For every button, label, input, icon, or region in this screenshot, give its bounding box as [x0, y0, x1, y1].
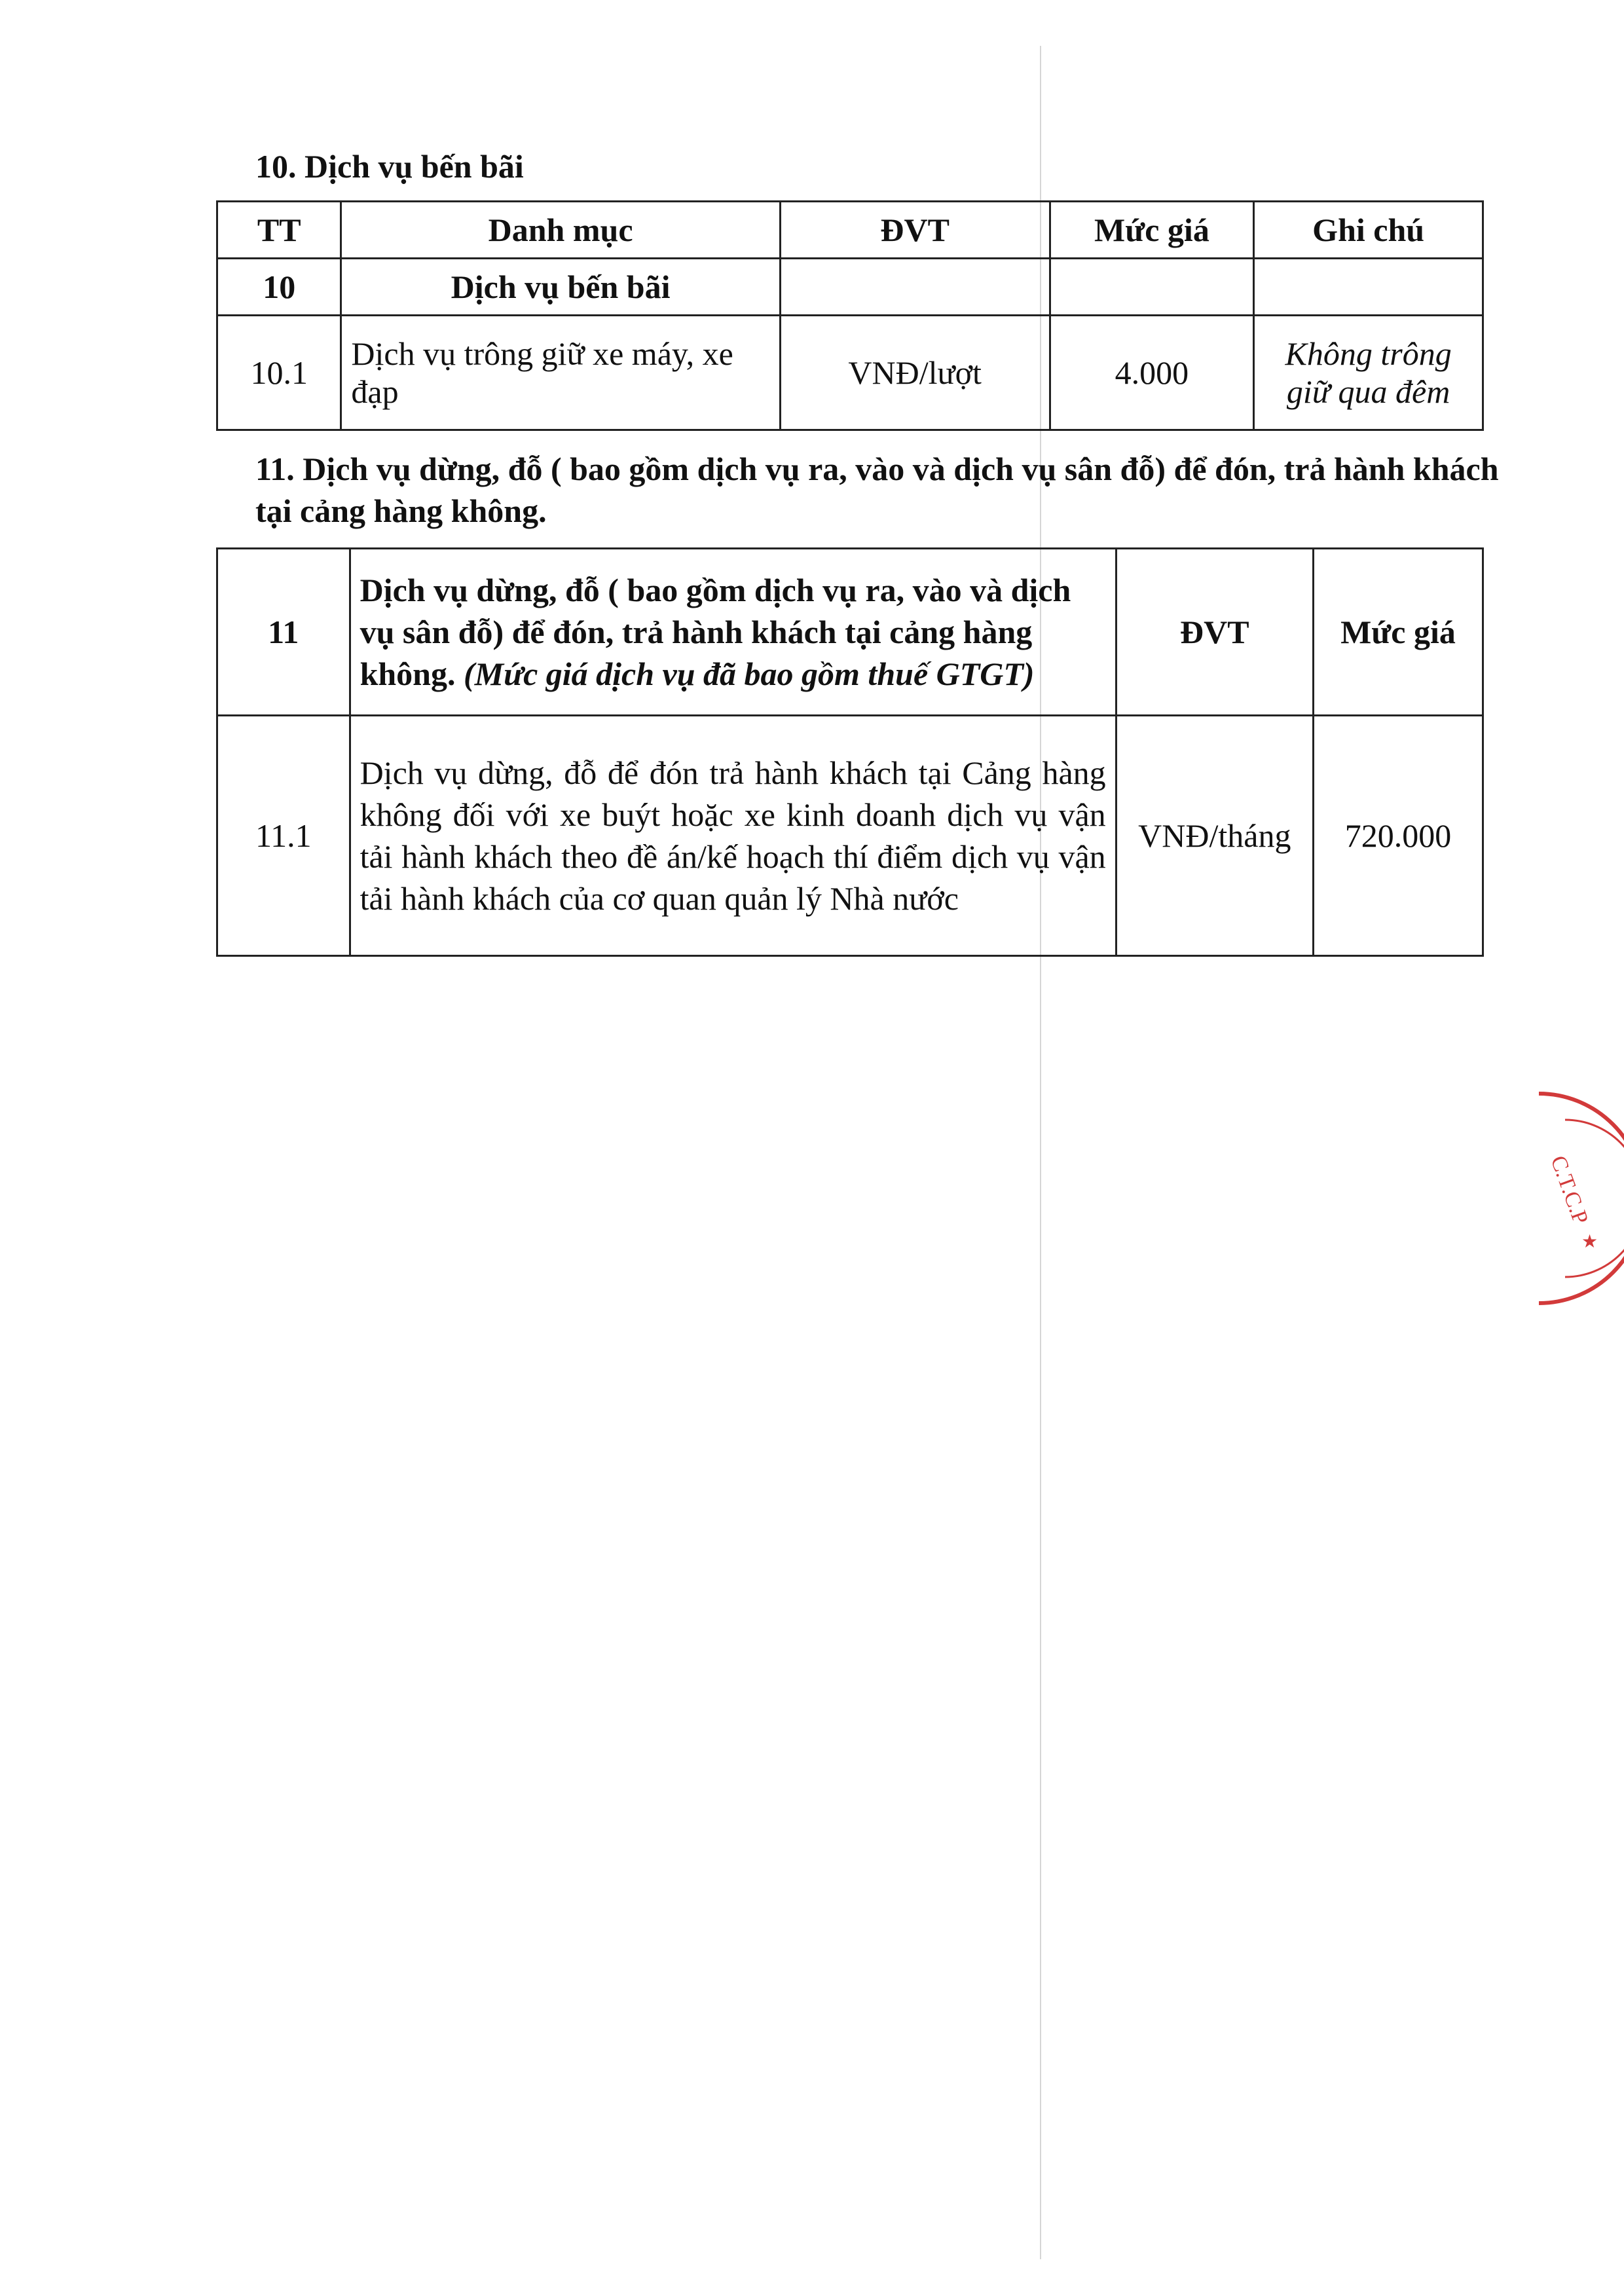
row-price: 4.000 — [1050, 316, 1254, 430]
table-header-row — [217, 202, 1483, 259]
group-name-note: (Mức giá dịch vụ đã bao gồm thuế GTGT) — [464, 656, 1035, 692]
table-group-row — [217, 549, 1483, 716]
header-muc-gia: Mức giá — [1050, 202, 1254, 259]
header-danh-muc: Danh mục — [341, 202, 780, 259]
group-name-cell — [350, 549, 1116, 716]
section-10-heading: 10. Dịch vụ bến bãi — [255, 148, 524, 185]
row-tt: 11.1 — [217, 716, 350, 956]
group-empty-cell — [1050, 259, 1254, 316]
section-10-table — [216, 200, 1484, 431]
row-note: Không trông giữ qua đêm — [1254, 316, 1483, 430]
table-row — [217, 316, 1483, 430]
group-tt: 11 — [217, 549, 350, 716]
row-unit: VNĐ/tháng — [1116, 716, 1313, 956]
red-seal-stamp — [1519, 1081, 1624, 1316]
section-11-heading: 11. Dịch vụ dừng, đỗ ( bao gồm dịch vụ ra, vào và dịch vụ sân đỗ) để đón, trả hành khách tại cảng hàng không. — [255, 451, 1499, 529]
row-unit: VNĐ/lượt — [780, 316, 1050, 430]
row-price: 720.000 — [1313, 716, 1483, 956]
group-name: Dịch vụ bến bãi — [341, 259, 780, 316]
table-group-row — [217, 259, 1483, 316]
header-ghi-chu: Ghi chú — [1254, 202, 1483, 259]
header-tt: TT — [217, 202, 341, 259]
row-name: Dịch vụ trông giữ xe máy, xe đạp — [341, 316, 780, 430]
group-empty-cell — [1254, 259, 1483, 316]
table-row — [217, 716, 1483, 956]
section-11-table — [216, 547, 1484, 957]
svg-text:C.T.C.P: C.T.C.P — [1545, 1153, 1593, 1228]
header-dvt: ĐVT — [1116, 549, 1313, 716]
group-name: Dịch vụ dừng, đỗ ( bao gồm dịch vụ ra, vào và dịch vụ sân đỗ) để đón, trả hành khách tại cảng hàng không. — [360, 572, 1071, 692]
group-empty-cell — [780, 259, 1050, 316]
group-tt: 10 — [217, 259, 341, 316]
header-muc-gia: Mức giá — [1313, 549, 1483, 716]
header-dvt: ĐVT — [780, 202, 1050, 259]
row-name: Dịch vụ dừng, đỗ để đón trả hành khách tại Cảng hàng không đối với xe buýt hoặc xe kinh doanh dịch vụ vận tải hành khách theo đề án/kế hoạch thí điểm dịch vụ vận tải hành khách của cơ quan quản lý Nhà nước — [350, 716, 1116, 956]
svg-text:★: ★ — [1581, 1232, 1598, 1252]
row-tt: 10.1 — [217, 316, 341, 430]
